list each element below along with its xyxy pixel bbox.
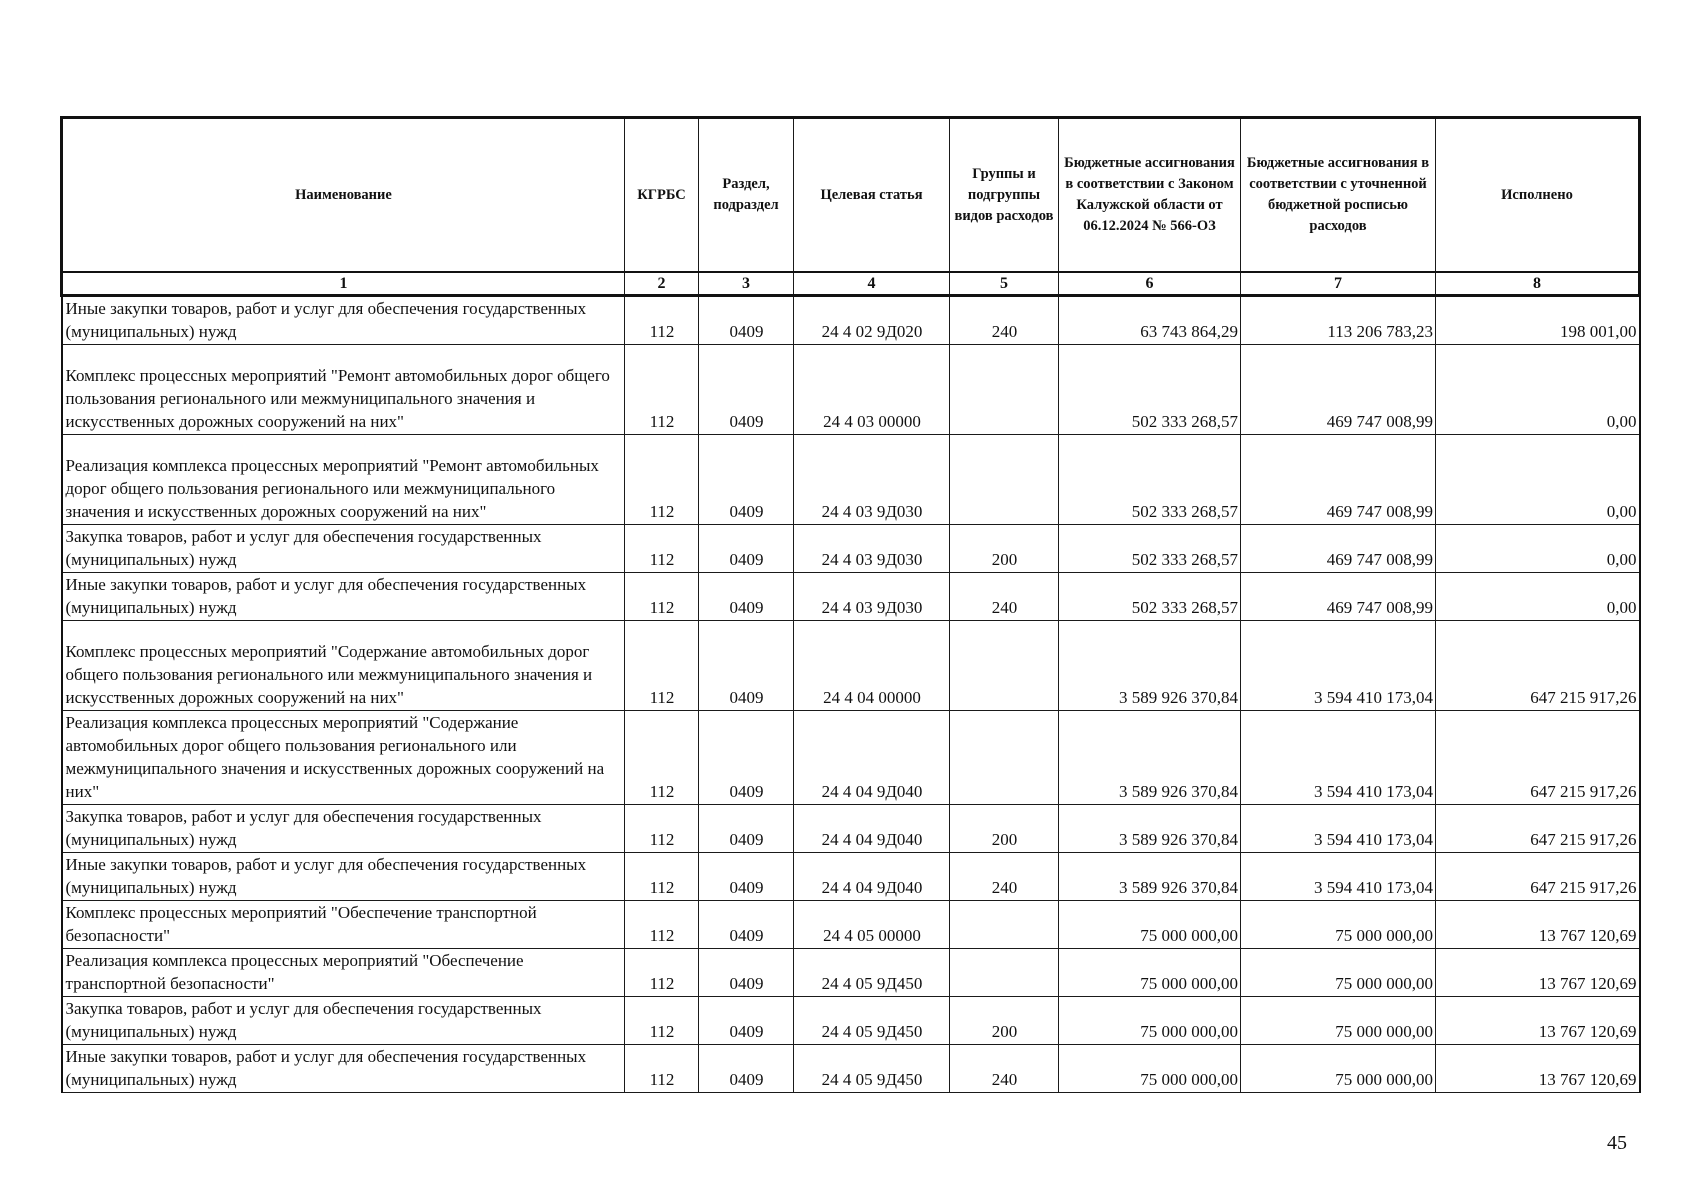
column-number: 6 [1059,272,1241,296]
cell-refined-amount: 469 747 008,99 [1241,345,1436,435]
cell-kgrbs: 112 [625,525,699,573]
cell-section: 0409 [699,805,794,853]
table-row [62,805,1640,853]
cell-law-amount: 3 589 926 370,84 [1059,711,1241,805]
table-header-row [62,118,1640,273]
cell-group: 240 [950,1045,1059,1093]
cell-target: 24 4 05 9Д450 [794,997,950,1045]
cell-law-amount: 75 000 000,00 [1059,949,1241,997]
cell-section: 0409 [699,525,794,573]
cell-group: 240 [950,853,1059,901]
cell-kgrbs: 112 [625,621,699,711]
cell-kgrbs: 112 [625,573,699,621]
cell-refined-amount: 75 000 000,00 [1241,949,1436,997]
cell-refined-amount: 469 747 008,99 [1241,573,1436,621]
cell-refined-amount: 113 206 783,23 [1241,296,1436,345]
cell-name: Закупка товаров, работ и услуг для обеспечения государственных (муниципальных) нужд [62,525,625,573]
header-section: Раздел, подраздел [699,118,794,273]
header-kgrbs: КГРБС [625,118,699,273]
column-number: 5 [950,272,1059,296]
cell-refined-amount: 469 747 008,99 [1241,525,1436,573]
cell-section: 0409 [699,621,794,711]
cell-section: 0409 [699,853,794,901]
cell-target: 24 4 05 00000 [794,901,950,949]
cell-name: Реализация комплекса процессных мероприятий "Ремонт автомобильных дорог общего пользования регионального или межмуниципального значения и искусственных дорожных сооружений на них" [62,435,625,525]
cell-group: 200 [950,997,1059,1045]
cell-done-amount: 198 001,00 [1436,296,1640,345]
cell-name: Иные закупки товаров, работ и услуг для обеспечения государственных (муниципальных) нужд [62,573,625,621]
cell-refined-amount: 469 747 008,99 [1241,435,1436,525]
cell-kgrbs: 112 [625,1045,699,1093]
header-name: Наименование [62,118,625,273]
cell-name: Комплекс процессных мероприятий "Ремонт автомобильных дорог общего пользования регионального или межмуниципального значения и искусственных дорожных сооружений на них" [62,345,625,435]
page-number: 45 [1607,1132,1627,1154]
cell-refined-amount: 3 594 410 173,04 [1241,805,1436,853]
cell-law-amount: 3 589 926 370,84 [1059,853,1241,901]
cell-group [950,345,1059,435]
cell-name: Иные закупки товаров, работ и услуг для обеспечения государственных (муниципальных) нужд [62,853,625,901]
cell-kgrbs: 112 [625,901,699,949]
cell-section: 0409 [699,711,794,805]
cell-target: 24 4 05 9Д450 [794,949,950,997]
column-number: 1 [62,272,625,296]
cell-target: 24 4 05 9Д450 [794,1045,950,1093]
cell-law-amount: 3 589 926 370,84 [1059,621,1241,711]
cell-name: Закупка товаров, работ и услуг для обеспечения государственных (муниципальных) нужд [62,997,625,1045]
cell-group: 240 [950,296,1059,345]
cell-target: 24 4 03 9Д030 [794,435,950,525]
cell-done-amount: 647 215 917,26 [1436,621,1640,711]
table-row [62,573,1640,621]
cell-refined-amount: 3 594 410 173,04 [1241,711,1436,805]
header-law: Бюджетные ассигнования в соответствии с Законом Калужской области от 06.12.2024 № 566-ОЗ [1059,118,1241,273]
cell-law-amount: 502 333 268,57 [1059,435,1241,525]
cell-name: Реализация комплекса процессных мероприятий "Обеспечение транспортной безопасности" [62,949,625,997]
cell-section: 0409 [699,901,794,949]
cell-done-amount: 0,00 [1436,345,1640,435]
table-row [62,1045,1640,1093]
cell-kgrbs: 112 [625,345,699,435]
cell-law-amount: 502 333 268,57 [1059,525,1241,573]
column-number: 3 [699,272,794,296]
cell-section: 0409 [699,949,794,997]
cell-group [950,621,1059,711]
column-number: 4 [794,272,950,296]
table-row [62,525,1640,573]
cell-done-amount: 0,00 [1436,435,1640,525]
cell-section: 0409 [699,296,794,345]
cell-refined-amount: 75 000 000,00 [1241,1045,1436,1093]
table-row [62,997,1640,1045]
cell-refined-amount: 75 000 000,00 [1241,997,1436,1045]
cell-group: 200 [950,525,1059,573]
column-number: 8 [1436,272,1640,296]
cell-law-amount: 75 000 000,00 [1059,997,1241,1045]
header-done: Исполнено [1436,118,1640,273]
cell-law-amount: 502 333 268,57 [1059,345,1241,435]
cell-target: 24 4 04 00000 [794,621,950,711]
table-row [62,853,1640,901]
column-number: 2 [625,272,699,296]
table-row [62,949,1640,997]
cell-section: 0409 [699,1045,794,1093]
column-number-row [62,272,1640,296]
cell-group [950,949,1059,997]
cell-done-amount: 0,00 [1436,573,1640,621]
table-row [62,711,1640,805]
cell-refined-amount: 75 000 000,00 [1241,901,1436,949]
cell-done-amount: 647 215 917,26 [1436,853,1640,901]
cell-law-amount: 3 589 926 370,84 [1059,805,1241,853]
table-row [62,621,1640,711]
cell-group: 240 [950,573,1059,621]
header-refined: Бюджетные ассигнования в соответствии с уточненной бюджетной росписью расходов [1241,118,1436,273]
table-row [62,296,1640,345]
cell-target: 24 4 04 9Д040 [794,711,950,805]
cell-refined-amount: 3 594 410 173,04 [1241,853,1436,901]
cell-done-amount: 0,00 [1436,525,1640,573]
cell-section: 0409 [699,345,794,435]
cell-kgrbs: 112 [625,435,699,525]
cell-group: 200 [950,805,1059,853]
cell-section: 0409 [699,997,794,1045]
header-groups: Группы и подгруппы видов расходов [950,118,1059,273]
cell-name: Реализация комплекса процессных мероприятий "Содержание автомобильных дорог общего пользования регионального или межмуниципального значения и искусственных дорожных сооружений на них" [62,711,625,805]
table-row [62,345,1640,435]
cell-done-amount: 647 215 917,26 [1436,805,1640,853]
cell-law-amount: 75 000 000,00 [1059,901,1241,949]
cell-target: 24 4 03 9Д030 [794,573,950,621]
cell-name: Комплекс процессных мероприятий "Обеспечение транспортной безопасности" [62,901,625,949]
cell-name: Иные закупки товаров, работ и услуг для обеспечения государственных (муниципальных) нужд [62,1045,625,1093]
cell-section: 0409 [699,435,794,525]
cell-done-amount: 13 767 120,69 [1436,997,1640,1045]
cell-group [950,435,1059,525]
cell-kgrbs: 112 [625,711,699,805]
cell-section: 0409 [699,573,794,621]
cell-done-amount: 647 215 917,26 [1436,711,1640,805]
cell-target: 24 4 02 9Д020 [794,296,950,345]
cell-target: 24 4 04 9Д040 [794,853,950,901]
cell-group [950,901,1059,949]
cell-target: 24 4 03 9Д030 [794,525,950,573]
table-row [62,435,1640,525]
budget-table-sheet [60,116,1638,1093]
cell-done-amount: 13 767 120,69 [1436,1045,1640,1093]
cell-target: 24 4 04 9Д040 [794,805,950,853]
column-number: 7 [1241,272,1436,296]
cell-refined-amount: 3 594 410 173,04 [1241,621,1436,711]
cell-kgrbs: 112 [625,805,699,853]
cell-done-amount: 13 767 120,69 [1436,901,1640,949]
cell-name: Комплекс процессных мероприятий "Содержание автомобильных дорог общего пользования регионального или межмуниципального значения и искусственных дорожных сооружений на них" [62,621,625,711]
cell-kgrbs: 112 [625,296,699,345]
cell-name: Закупка товаров, работ и услуг для обеспечения государственных (муниципальных) нужд [62,805,625,853]
budget-table [60,116,1641,1093]
cell-law-amount: 502 333 268,57 [1059,573,1241,621]
cell-name: Иные закупки товаров, работ и услуг для обеспечения государственных (муниципальных) нужд [62,296,625,345]
cell-kgrbs: 112 [625,997,699,1045]
header-target: Целевая статья [794,118,950,273]
cell-group [950,711,1059,805]
table-body [62,296,1640,1093]
cell-done-amount: 13 767 120,69 [1436,949,1640,997]
cell-law-amount: 75 000 000,00 [1059,1045,1241,1093]
cell-kgrbs: 112 [625,853,699,901]
table-row [62,901,1640,949]
cell-target: 24 4 03 00000 [794,345,950,435]
cell-kgrbs: 112 [625,949,699,997]
cell-law-amount: 63 743 864,29 [1059,296,1241,345]
